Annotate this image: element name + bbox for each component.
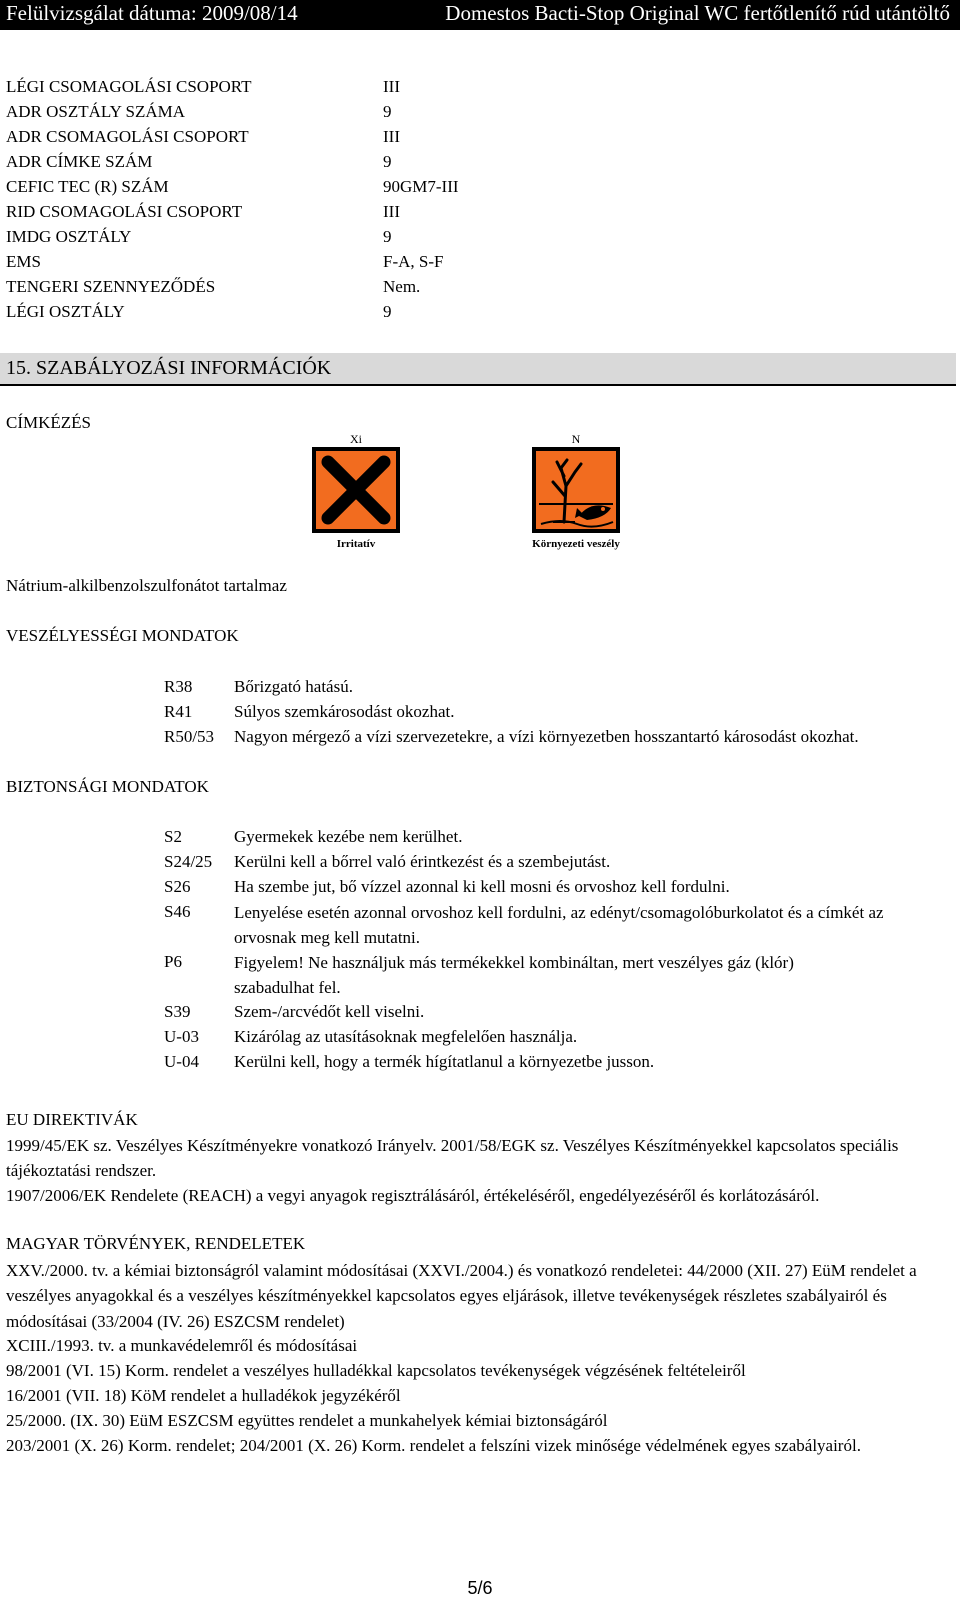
eu-directives-text: 1907/2006/EK Rendelete (REACH) a vegyi anyagok regisztrálásáról, értékeléséről, engedélyezéséről és korlátozásáról.: [6, 1186, 820, 1205]
law-item: 203/2001 (X. 26) Korm. rendelet; 204/2001 (X. 26) Korm. rendelet a felszíni vizek minősége védelmének egyes szabályairól.: [6, 1436, 861, 1455]
list-item: [0, 826, 960, 851]
symbol-caption: Környezeti veszély: [532, 538, 620, 550]
phrase-text: Kerülni kell a bőrrel való érintkezést és a szembejutást.: [234, 852, 611, 871]
phrase-text: Ha szembe jut, bő vízzel azonnal ki kell mosni és orvoshoz kell fordulni.: [234, 877, 730, 896]
phrase-code: S26: [164, 877, 191, 896]
phrase-code: S39: [164, 1002, 191, 1021]
phrase-text: Gyermekek kezébe nem kerülhet.: [234, 827, 463, 846]
phrase-text: Figyelem! Ne használjuk más termékekkel kombináltan, mert veszélyes gáz (klór) szabadulhat fel.: [234, 953, 794, 998]
eu-directives-heading: EU DIREKTIVÁK: [6, 1110, 138, 1129]
law-item: 25/2000. (IX. 30) EüM ESZCSM együttes rendelet a munkahelyek kémiai biztonságáról: [6, 1411, 608, 1430]
section-heading-bar: [0, 353, 956, 386]
product-name: Domestos Bacti-Stop Original WC fertőtlenítő rúd utántöltő: [445, 1, 950, 25]
law-item: XXV./2000. tv. a kémiai biztonságról valamint módosításai (XXVI./2004.) és vonatkozó rendeletei: 44/2000 (XII. 27) EüM rendelet a veszélyes anyagokkal és a veszélyes készítményekkel kapcsolatos egyes eljárások, illetve tevékenységek részletes szabályairól és módosításai (33/2004 (IV. 26) ESZCSM rendelet): [6, 1261, 917, 1331]
list-item: [0, 1001, 960, 1026]
phrase-text: Kerülni kell, hogy a termék hígítatlanul a környezetbe jusson.: [234, 1052, 655, 1071]
list-item: [0, 901, 960, 951]
risk-phrases-heading: VESZÉLYESSÉGI MONDATOK: [6, 626, 239, 645]
phrase-text: Bőrizgató hatású.: [234, 677, 353, 696]
phrase-code: S24/25: [164, 852, 213, 871]
revision-date: Felülvizsgálat dátuma: 2009/08/14: [6, 1, 298, 25]
hazard-symbol-xi: [306, 432, 406, 554]
phrase-code: R38: [164, 677, 193, 696]
page-number: 5/6: [467, 1578, 493, 1598]
phrase-code: R50/53: [164, 727, 215, 746]
hazard-symbol-n: [526, 432, 626, 554]
safety-phrases-heading: BIZTONSÁGI MONDATOK: [6, 777, 209, 796]
list-item: [0, 1051, 960, 1076]
hungarian-laws-heading: MAGYAR TÖRVÉNYEK, RENDELETEK: [6, 1234, 306, 1253]
phrase-text: Súlyos szemkárosodást okozhat.: [234, 702, 455, 721]
law-item: XCIII./1993. tv. a munkavédelemről és módosításai: [6, 1336, 358, 1355]
irritant-x-icon: [311, 446, 401, 534]
section-title: 15. SZABÁLYOZÁSI INFORMÁCIÓK: [6, 357, 332, 379]
list-item: [0, 876, 960, 901]
labeling-heading: CÍMKÉZÉS: [6, 413, 91, 432]
page-header: [0, 0, 960, 30]
contains-text: Nátrium-alkilbenzolszulfonátot tartalmaz: [6, 576, 287, 595]
phrase-text: Szem-/arcvédőt kell viselni.: [234, 1002, 425, 1021]
eu-directives-text: 1999/45/EK sz. Veszélyes Készítményekre vonatkozó Irányelv. 2001/58/EGK sz. Veszélyes Készítményekkel kapcsolatos speciális tájékoztatási rendszer.: [6, 1136, 899, 1181]
phrase-code: U-04: [164, 1052, 199, 1071]
law-item: 98/2001 (VI. 15) Korm. rendelet a veszélyes hulladékkal kapcsolatos tevékenységek végzésének feltételeiről: [6, 1361, 746, 1380]
phrase-text: Kizárólag az utasításoknak megfelelően használja.: [234, 1027, 578, 1046]
phrase-code: S46: [164, 902, 191, 921]
phrase-code: P6: [164, 952, 182, 971]
phrase-text: Nagyon mérgező a vízi szervezetekre, a vízi környezetben hosszantartó károsodást okozhat.: [234, 727, 859, 746]
list-item: [0, 1026, 960, 1051]
list-item: [0, 851, 960, 876]
symbol-code: N: [571, 432, 581, 446]
list-item: [0, 951, 960, 1001]
phrase-code: R41: [164, 702, 193, 721]
law-item: 16/2001 (VII. 18) KöM rendelet a hulladékok jegyzékéről: [6, 1386, 401, 1405]
phrase-text: Lenyelése esetén azonnal orvoshoz kell fordulni, az edényt/csomagolóburkolatot és a címkét az orvosnak meg kell mutatni.: [234, 903, 884, 948]
phrase-code: S2: [164, 827, 182, 846]
symbol-code: Xi: [350, 432, 362, 446]
symbol-caption: Irritatív: [336, 538, 376, 550]
environment-hazard-icon: [531, 446, 621, 534]
phrase-code: U-03: [164, 1027, 199, 1046]
